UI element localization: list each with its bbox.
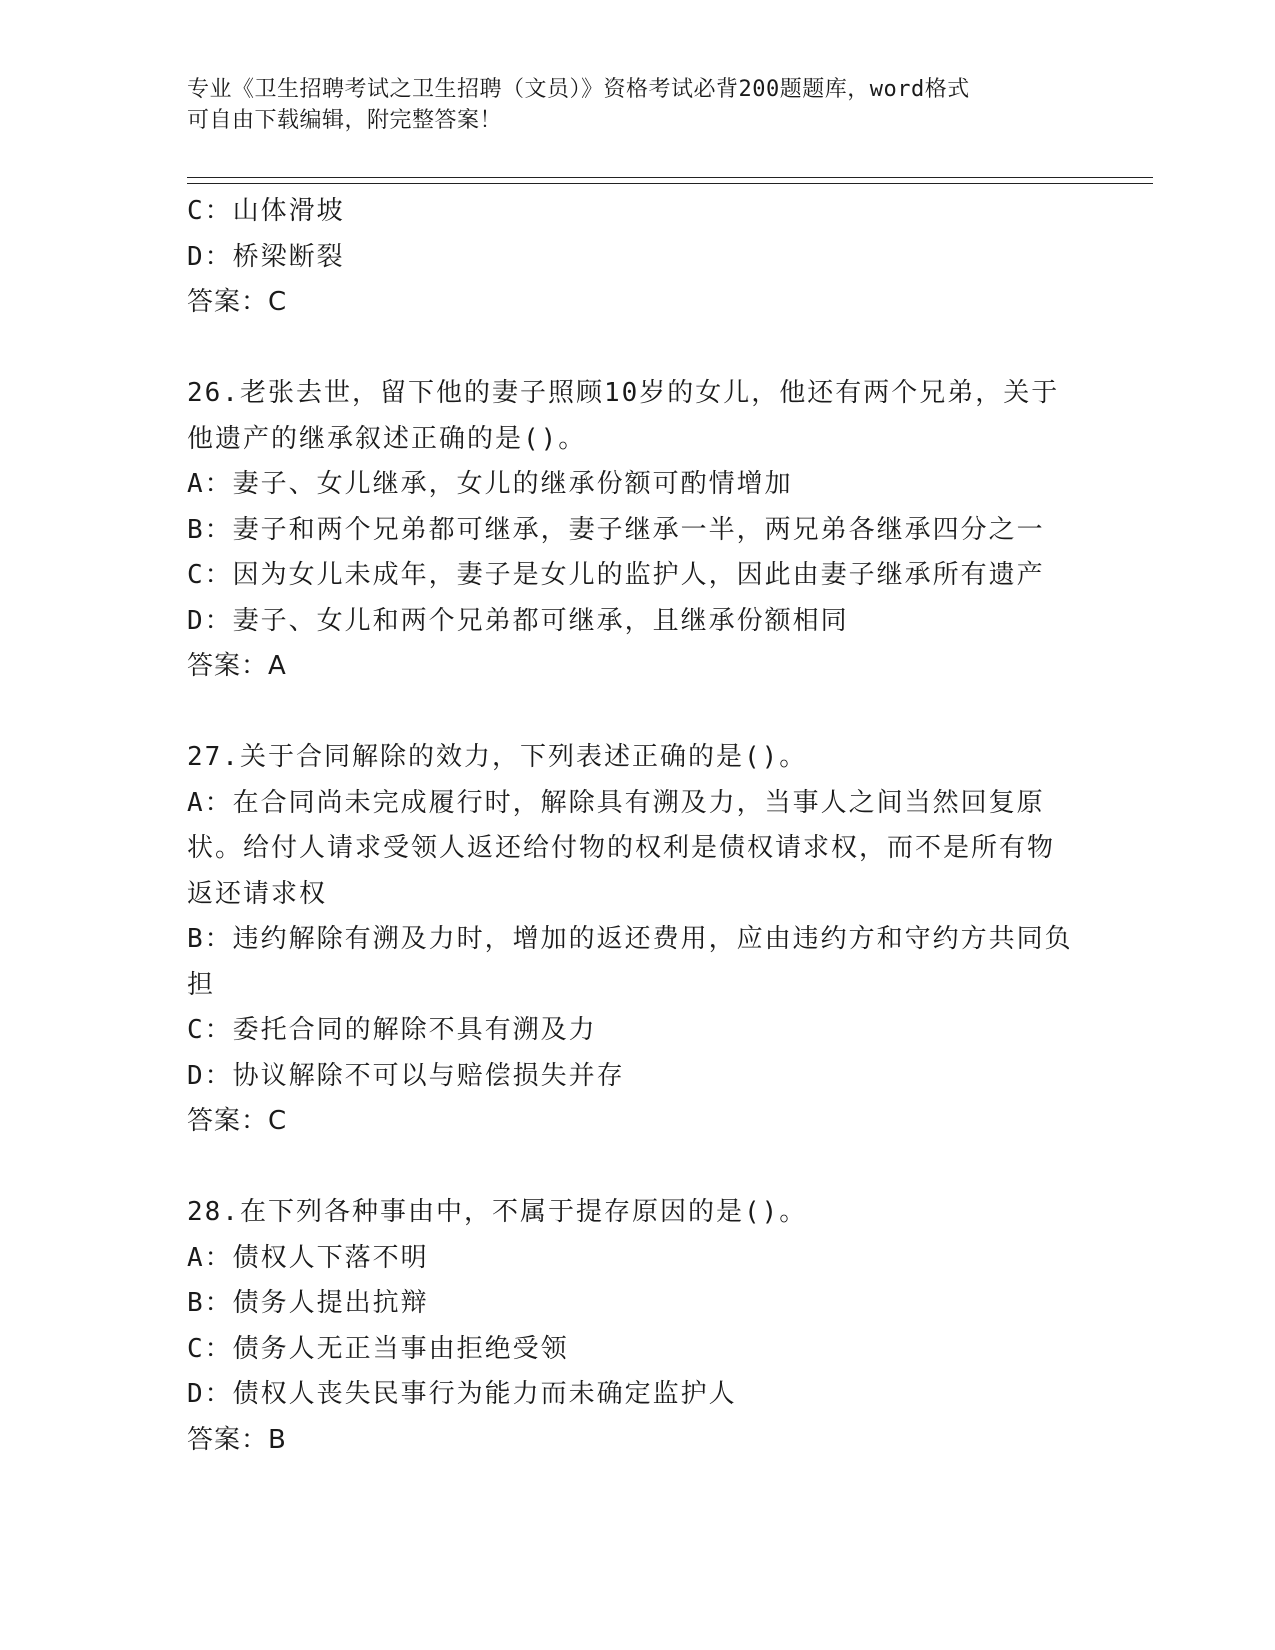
header-divider-top bbox=[187, 177, 1153, 178]
option-a: A：债权人下落不明 bbox=[187, 1242, 429, 1273]
question-26 bbox=[187, 371, 1077, 690]
question-27 bbox=[187, 735, 1077, 1145]
option-c: C：山体滑坡 bbox=[187, 196, 345, 226]
option-c: C：委托合同的解除不具有溯及力 bbox=[187, 1015, 597, 1045]
answer-label: 答案：C bbox=[187, 287, 288, 317]
question-spacer bbox=[187, 1145, 1077, 1191]
option-d: D：债权人丧失民事行为能力而未确定监护人 bbox=[187, 1379, 737, 1409]
option-b: B：债务人提出抗辩 bbox=[187, 1288, 429, 1318]
question-list bbox=[187, 189, 1077, 1463]
header-title-line-1: 专业《卫生招聘考试之卫生招聘（文员）》资格考试必背200题题库，word格式 bbox=[187, 77, 970, 102]
question-stem: 28.在下列各种事由中，不属于提存原因的是()。 bbox=[187, 1197, 808, 1227]
option-c: C：债务人无正当事由拒绝受领 bbox=[187, 1333, 569, 1364]
header-title-line-2: 可自由下载编辑，附完整答案！ bbox=[187, 108, 503, 133]
document-header bbox=[187, 74, 1067, 136]
option-b: B：违约解除有溯及力时，增加的返还费用，应由违约方和守约方共同负担 bbox=[187, 924, 1073, 1000]
header-divider-bottom bbox=[187, 183, 1153, 184]
option-c: C：因为女儿未成年，妻子是女儿的监护人，因此由妻子继承所有遗产 bbox=[187, 560, 1045, 590]
question-stem: 26.老张去世，留下他的妻子照顾10岁的女儿，他还有两个兄弟，关于他遗产的继承叙述正确的是()。 bbox=[187, 378, 1060, 454]
question-spacer bbox=[187, 326, 1077, 372]
question-25-continued bbox=[187, 189, 1077, 326]
option-d: D：妻子、女儿和两个兄弟都可继承，且继承份额相同 bbox=[187, 605, 849, 636]
option-a: A：在合同尚未完成履行时，解除具有溯及力，当事人之间当然回复原状。给付人请求受领人返还给付物的权利是债权请求权，而不是所有物返还请求权 bbox=[187, 787, 1056, 909]
answer-label: 答案：A bbox=[187, 651, 287, 681]
option-d: D：协议解除不可以与赔偿损失并存 bbox=[187, 1060, 625, 1091]
question-28 bbox=[187, 1190, 1077, 1463]
question-spacer bbox=[187, 690, 1077, 736]
option-a: A：妻子、女儿继承，女儿的继承份额可酌情增加 bbox=[187, 469, 793, 499]
answer-label: 答案：C bbox=[187, 1106, 288, 1136]
option-b: B：妻子和两个兄弟都可继承，妻子继承一半，两兄弟各继承四分之一 bbox=[187, 514, 1045, 545]
question-stem: 27.关于合同解除的效力，下列表述正确的是()。 bbox=[187, 742, 808, 772]
answer-label: 答案：B bbox=[187, 1424, 287, 1455]
option-d: D：桥梁断裂 bbox=[187, 241, 345, 272]
